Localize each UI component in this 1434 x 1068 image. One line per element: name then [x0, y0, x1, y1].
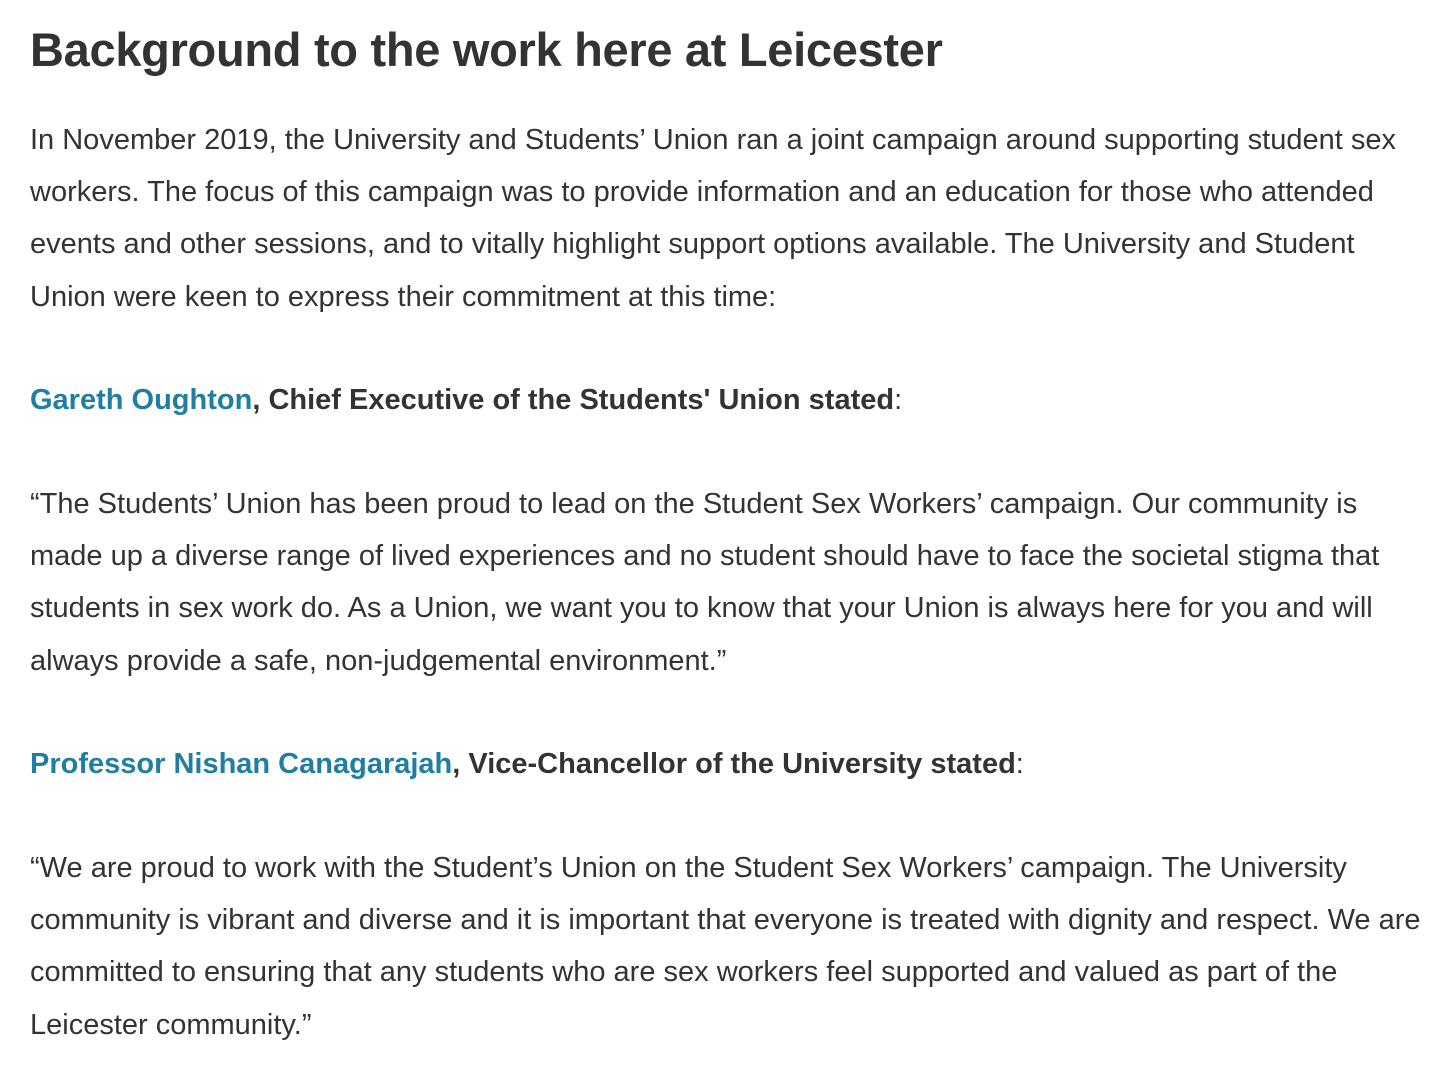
statement-attribution-canagarajah	[30, 738, 1422, 790]
page-title: Background to the work here at Leicester	[30, 23, 943, 76]
gareth-role-label: , Chief Executive of the Students' Union stated	[252, 384, 895, 416]
attribution-colon: :	[894, 384, 903, 416]
gareth-oughton-link[interactable]: Gareth Oughton	[30, 384, 253, 416]
attribution-colon: :	[1015, 748, 1024, 780]
canagarajah-quote: “We are proud to work with the Student’s Union on the Student Sex Workers’ campaign. The University community is vibrant and diverse and it is important that everyone is treated with dignity and respect. We are committed to ensuring that any students who are sex workers feel supported and valued as part of the Leicester community.”	[30, 852, 1421, 1041]
canagarajah-role-label: , Vice-Chancellor of the University stated	[452, 748, 1016, 780]
nishan-canagarajah-link[interactable]: Professor Nishan Canagarajah	[30, 748, 453, 780]
intro-paragraph: In November 2019, the University and Students’ Union ran a joint campaign around supporting student sex workers. The focus of this campaign was to provide information and an education for those who attended events and other sessions, and to vitally highlight support options available. The University and Student Union were keen to express their commitment at this time:	[30, 124, 1396, 313]
gareth-quote: “The Students’ Union has been proud to lead on the Student Sex Workers’ campaign. Our community is made up a diverse range of lived experiences and no student should have to face the societal stigma that students in sex work do. As a Union, we want you to know that your Union is always here for you and will always provide a safe, non-judgemental environment.”	[30, 488, 1380, 677]
statement-attribution-gareth	[30, 374, 1422, 426]
